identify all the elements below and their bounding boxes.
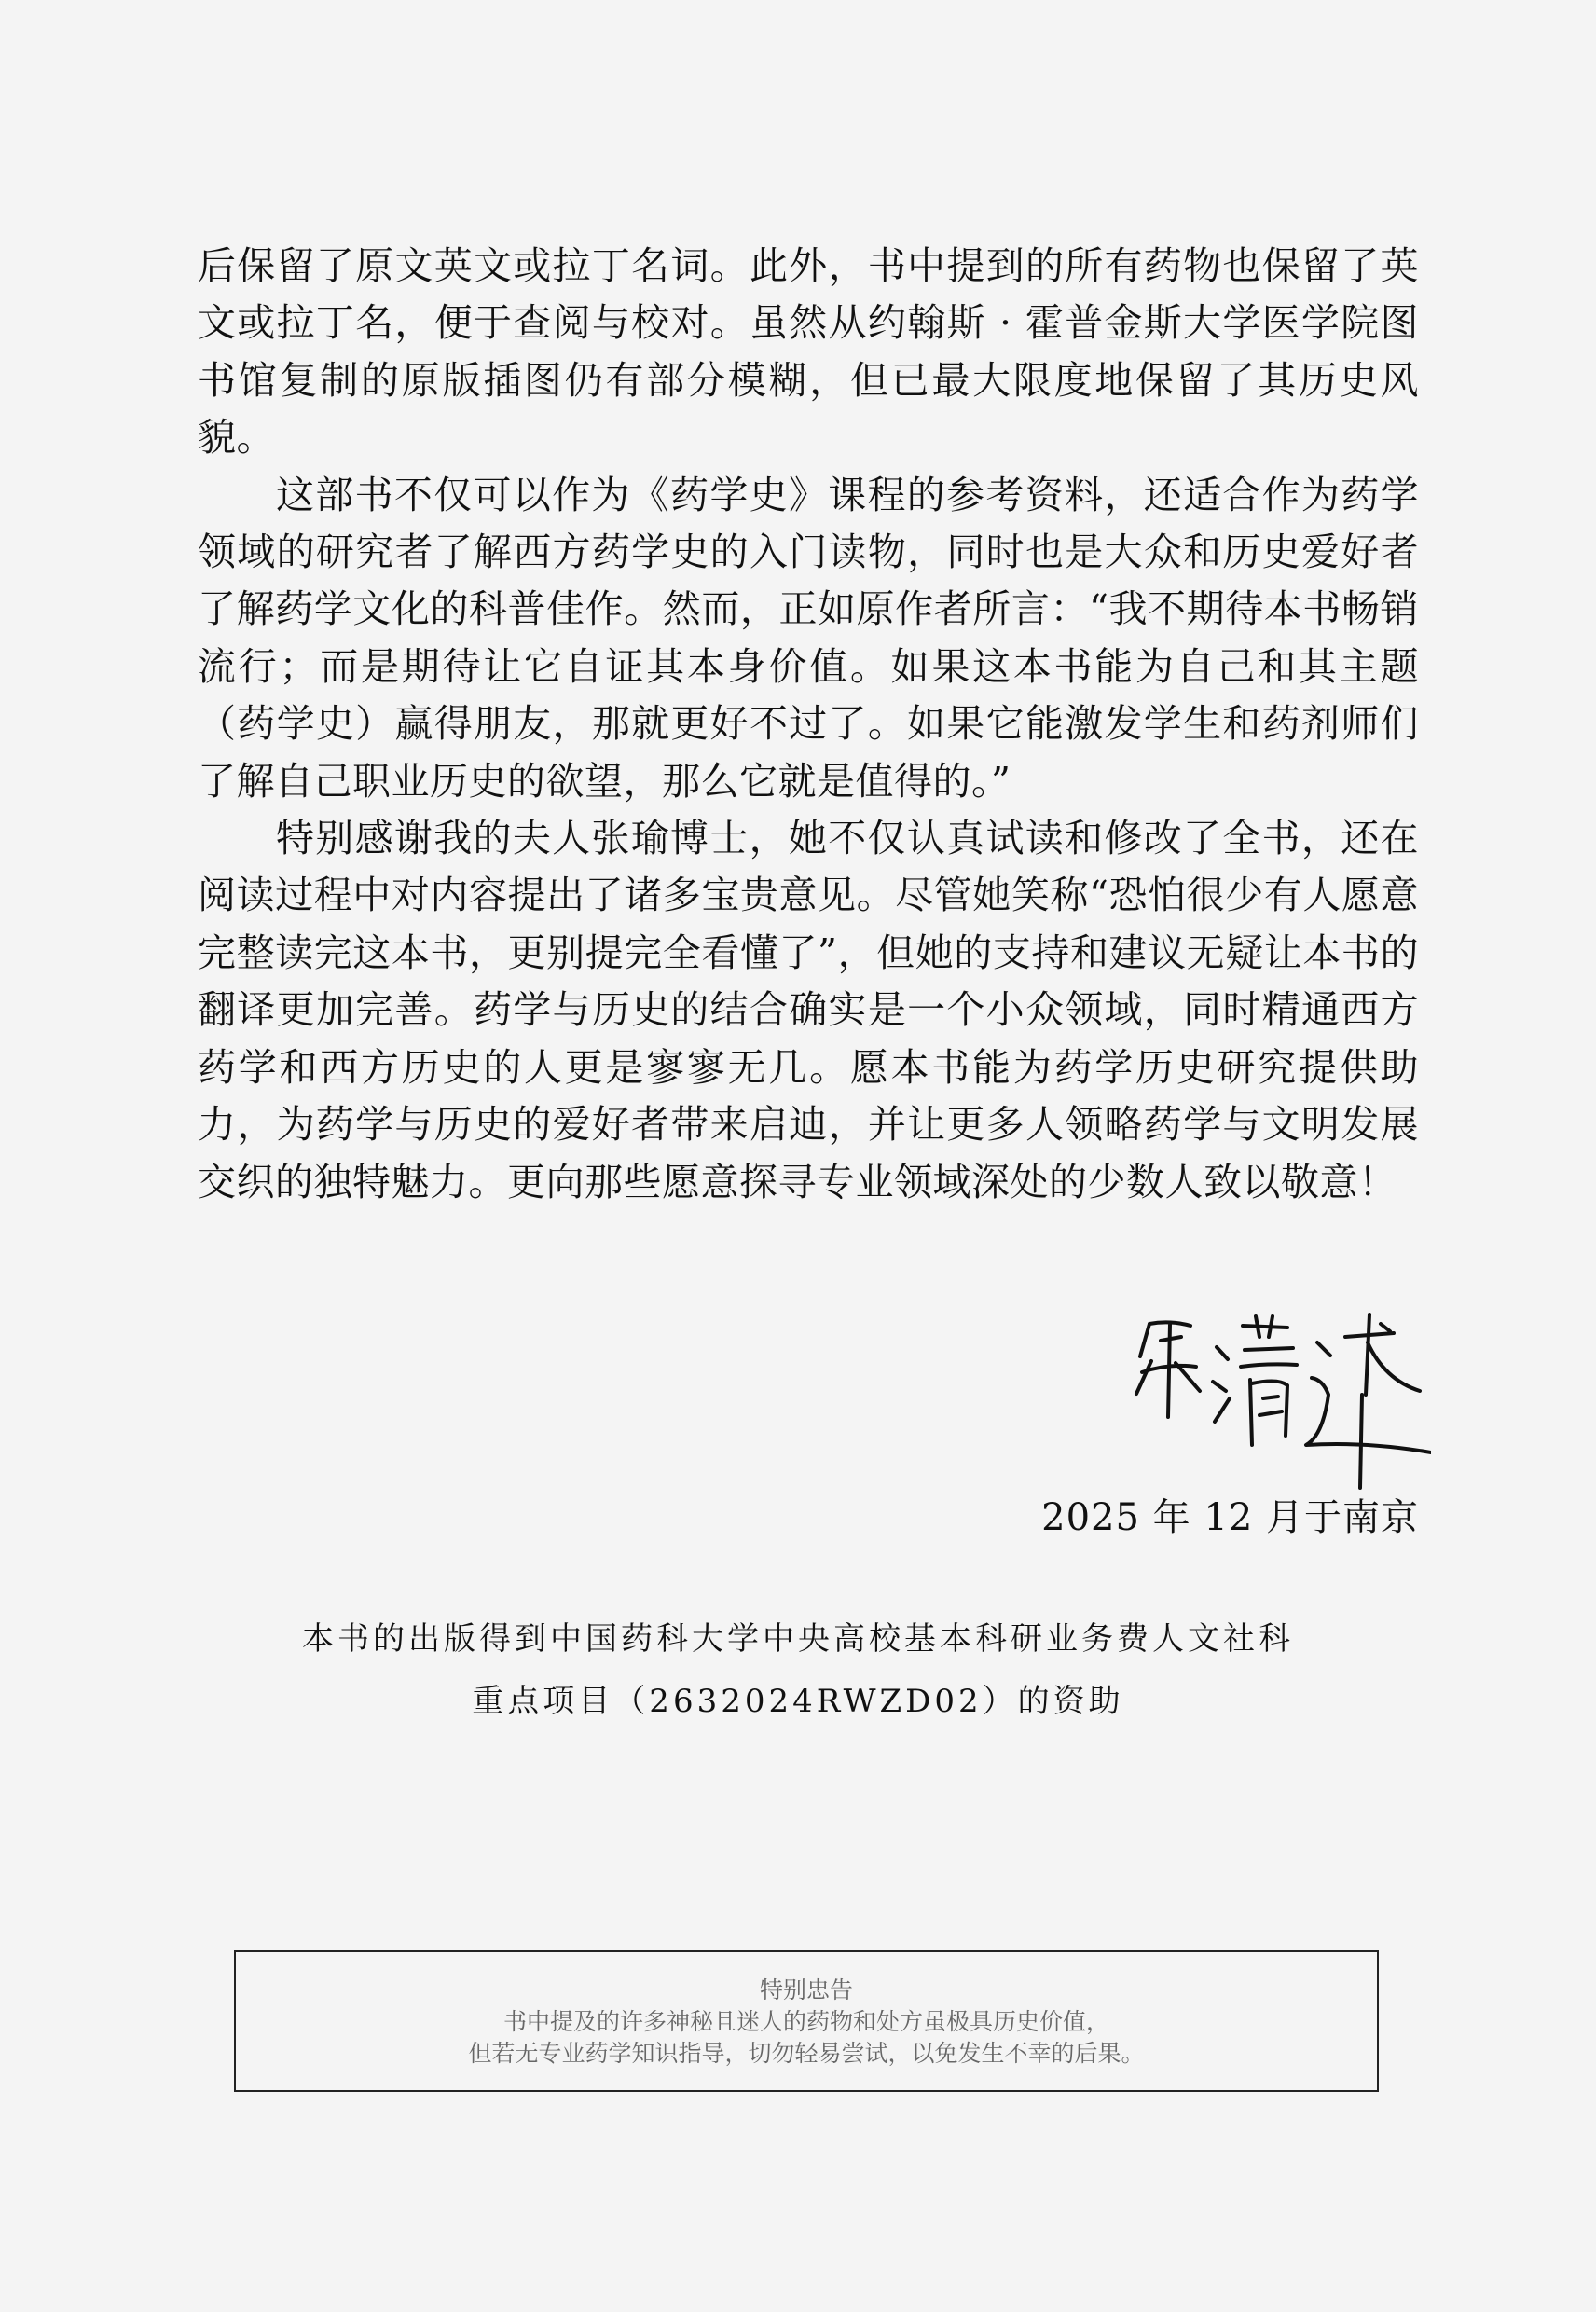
notice-title: 特别忠告 xyxy=(759,1976,853,2003)
signature-date: 2025 年 12 月于南京 xyxy=(1041,1496,1419,1539)
body-text xyxy=(198,238,1419,1211)
paragraph-3: 特别感谢我的夫人张瑜博士，她不仅认真试读和修改了全书，还在阅读过程中对内容提出了诸多宝贵意见。尽管她笑称“恐怕很少有人愿意完整读完这本书，更别提完全看懂了”，但她的支持和建议无疑让本书的翻译更加完善。药学与历史的结合确实是一个小众领域，同时精通西方药学和西方历史的人更是寥寥无几。愿本书能为药学历史研究提供助力，为药学与历史的爱好者带来启迪，并让更多人领略药学与文明发展交织的独特魅力。更向那些愿意探寻专业领域深处的少数人致以敬意！ xyxy=(198,816,1419,1204)
notice-line-1: 书中提及的许多神秘且迷人的药物和处方虽极具历史价值， xyxy=(502,2008,1109,2035)
funding-line-1: 本书的出版得到中国药科大学中央高校基本科研业务费人文社科 xyxy=(302,1620,1294,1658)
special-notice-box xyxy=(234,1950,1379,2092)
paragraph-2: 这部书不仅可以作为《药学史》课程的参考资料，还适合作为药学领域的研究者了解西方药学史的入门读物，同时也是大众和历史爱好者了解药学文化的科普佳作。然而，正如原作者所言：“我不期待本书畅销流行；而是期待让它自证其本身价值。如果这本书能为自己和其主题（药学史）赢得朋友，那就更好不过了。如果它能激发学生和药剂师们了解自己职业历史的欲望，那么它就是值得的。” xyxy=(198,472,1419,804)
funding-line-2: 重点项目（2632024RWZD02）的资助 xyxy=(472,1683,1124,1720)
handwritten-signature xyxy=(1123,1305,1431,1492)
notice-line-2: 但若无专业药学知识指导，切勿轻易尝试，以免发生不幸的后果。 xyxy=(468,2040,1145,2067)
paragraph-1: 后保留了原文英文或拉丁名词。此外，书中提到的所有药物也保留了英文或拉丁名，便于查阅与校对。虽然从约翰斯 · 霍普金斯大学医学院图书馆复制的原版插图仍有部分模糊，但已最大限度地保留了其历史风貌。 xyxy=(198,243,1419,461)
